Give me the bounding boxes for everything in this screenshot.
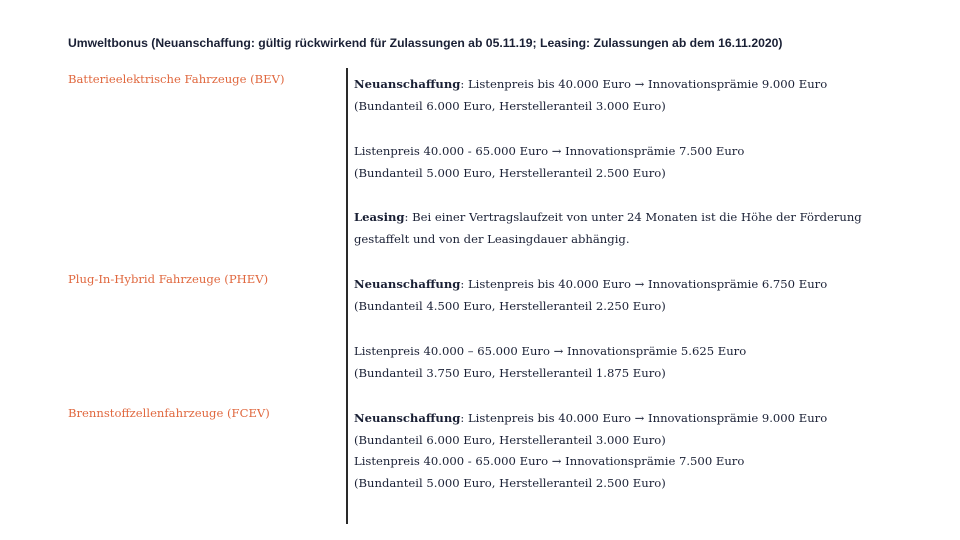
paragraph-line: [354, 74, 827, 96]
paragraph-line: (Bundanteil 4.500 Euro, Herstelleranteil 2.250 Euro): [354, 298, 666, 313]
paragraph-line: (Bundanteil 6.000 Euro, Herstelleranteil 3.000 Euro): [354, 432, 666, 447]
vertical-divider: [346, 68, 348, 524]
paragraph-line: (Bundanteil 5.000 Euro, Herstelleranteil 2.500 Euro): [354, 165, 666, 180]
slide-title: Umweltbonus (Neuanschaffung: gültig rückwirkend für Zulassungen ab 05.11.19; Leasing: Zulassungen ab dem 16.11.2020): [68, 36, 783, 50]
paragraph-line: Listenpreis 40.000 - 65.000 Euro → Innovationsprämie 7.500 Euro: [354, 144, 745, 158]
category-fcev-label: Brennstoffzellenfahrzeuge (FCEV): [68, 406, 270, 420]
phev-price-tier-paragraph: [354, 341, 746, 384]
fcev-new-purchase-paragraph: [354, 408, 827, 451]
paragraph-line: (Bundanteil 5.000 Euro, Herstelleranteil 2.500 Euro): [354, 475, 666, 490]
paragraph-line: [354, 274, 827, 296]
paragraph-text: : Listenpreis bis 40.000 Euro → Innovationsprämie 6.750 Euro: [460, 277, 828, 291]
category-bev-label: Batterieelektrische Fahrzeuge (BEV): [68, 72, 285, 86]
bev-new-purchase-paragraph: [354, 74, 827, 117]
paragraph-bold-label: Neuanschaffung: [354, 411, 461, 425]
phev-new-purchase-paragraph: [354, 274, 827, 317]
paragraph-line: [354, 207, 862, 229]
bev-leasing-paragraph: [354, 207, 862, 250]
paragraph-line: Listenpreis 40.000 – 65.000 Euro → Innovationsprämie 5.625 Euro: [354, 344, 747, 358]
paragraph-bold-label: Neuanschaffung: [354, 77, 461, 91]
paragraph-text: : Bei einer Vertragslaufzeit von unter 24 Monaten ist die Höhe der Förderung: [404, 210, 862, 224]
fcev-price-tier-paragraph: [354, 451, 744, 494]
paragraph-line: Listenpreis 40.000 - 65.000 Euro → Innovationsprämie 7.500 Euro: [354, 454, 745, 468]
paragraph-line: gestaffelt und von der Leasingdauer abhängig.: [354, 231, 630, 246]
bev-price-tier-paragraph: [354, 141, 744, 184]
paragraph-text: : Listenpreis bis 40.000 Euro → Innovationsprämie 9.000 Euro: [460, 411, 828, 425]
paragraph-line: [354, 408, 827, 430]
category-phev-label: Plug-In-Hybrid Fahrzeuge (PHEV): [68, 272, 269, 286]
paragraph-line: (Bundanteil 6.000 Euro, Herstelleranteil 3.000 Euro): [354, 98, 666, 113]
paragraph-text: : Listenpreis bis 40.000 Euro → Innovationsprämie 9.000 Euro: [460, 77, 828, 91]
paragraph-bold-label: Leasing: [354, 210, 405, 224]
paragraph-line: (Bundanteil 3.750 Euro, Herstelleranteil 1.875 Euro): [354, 365, 666, 380]
paragraph-bold-label: Neuanschaffung: [354, 277, 461, 291]
